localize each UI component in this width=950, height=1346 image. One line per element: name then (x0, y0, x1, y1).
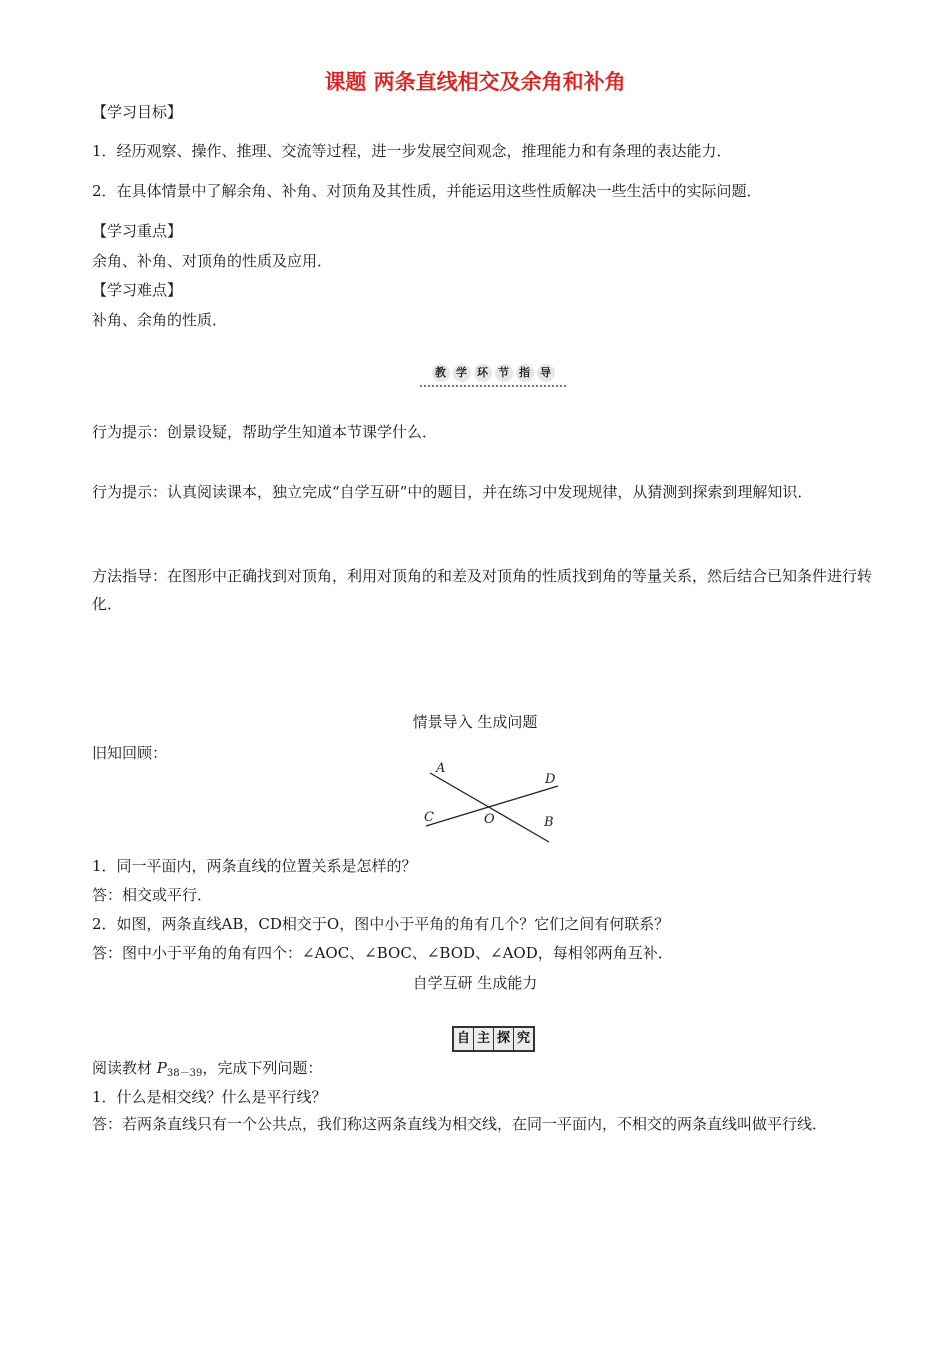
section2-a1: 答：若两条直线只有一个公共点，我们称这两条直线为相交线，在同一平面内，不相交的两条直线叫做平行线． (92, 1115, 828, 1133)
line-ab (430, 773, 549, 842)
banner-char: 究 (514, 1028, 533, 1050)
section2-title: 自学互研 生成能力 (412, 974, 538, 992)
page-title: 课题 两条直线相交及余角和补角 (324, 70, 626, 94)
difficulties-text: 补角、余角的性质． (92, 311, 228, 329)
read-prefix: 阅读教材 (92, 1059, 153, 1077)
reading-instruction (92, 1057, 322, 1079)
read-suffix: ，完成下列问题： (202, 1059, 323, 1077)
intersecting-lines-figure (418, 758, 568, 848)
hint-3: 方法指导：在图形中正确找到对顶角，利用对顶角的和差及对顶角的性质找到角的等量关系，然后结合已知条件进行转化． (92, 567, 873, 613)
hint-1: 行为提示：创景设疑，帮助学生知道本节课学什么． (92, 423, 438, 441)
banner-char: 探 (494, 1028, 514, 1050)
teaching-guide-banner (420, 361, 566, 387)
banner-char: 教 (432, 364, 450, 382)
goal-item-1: 1．经历观察、操作、推理、交流等过程，进一步发展空间观念，推理能力和有条理的表达能力． (92, 142, 732, 160)
section1-title: 情景导入 生成问题 (412, 713, 538, 731)
hint-2: 行为提示：认真阅读课本，独立完成“自学互研”中的题目，并在练习中发现规律，从猜测到探索到理解知识． (92, 483, 813, 501)
review-label: 旧知回顾： (92, 744, 168, 762)
banner-char: 主 (474, 1028, 494, 1050)
self-explore-banner (452, 1026, 535, 1052)
difficulties-heading: 【学习难点】 (92, 281, 183, 299)
banner-char: 导 (537, 364, 555, 382)
section1-q2: 2．如图，两条直线AB，CD相交于O，图中小于平角的角有几个？它们之间有何联系？ (92, 915, 670, 933)
label-a: A (436, 761, 446, 776)
page-letter: P (156, 1059, 167, 1077)
section1-q1: 1．同一平面内，两条直线的位置关系是怎样的？ (92, 857, 417, 875)
section1-a1: 答：相交或平行． (92, 886, 213, 904)
banner-char: 自 (454, 1028, 474, 1050)
label-c: C (424, 810, 434, 825)
key-points-heading: 【学习重点】 (92, 222, 183, 240)
section1-a2: 答：图中小于平角的角有四个：∠AOC、∠BOC、∠BOD、∠AOD，每相邻两角互补． (92, 944, 673, 962)
banner-char: 学 (453, 364, 471, 382)
label-o: O (484, 812, 495, 827)
page-range: 38－39 (166, 1068, 203, 1079)
banner-char: 环 (474, 364, 492, 382)
label-b: B (544, 815, 554, 830)
goals-heading: 【学习目标】 (92, 103, 183, 121)
goal-item-2: 2．在具体情景中了解余角、补角、对顶角及其性质，并能运用这些性质解决一些生活中的实际问题． (92, 182, 762, 200)
label-d: D (545, 772, 556, 787)
banner-char: 节 (495, 364, 513, 382)
section2-q1: 1．什么是相交线？什么是平行线？ (92, 1088, 327, 1106)
banner-char: 指 (516, 364, 534, 382)
key-points-text: 余角、补角、对顶角的性质及应用． (92, 252, 333, 270)
